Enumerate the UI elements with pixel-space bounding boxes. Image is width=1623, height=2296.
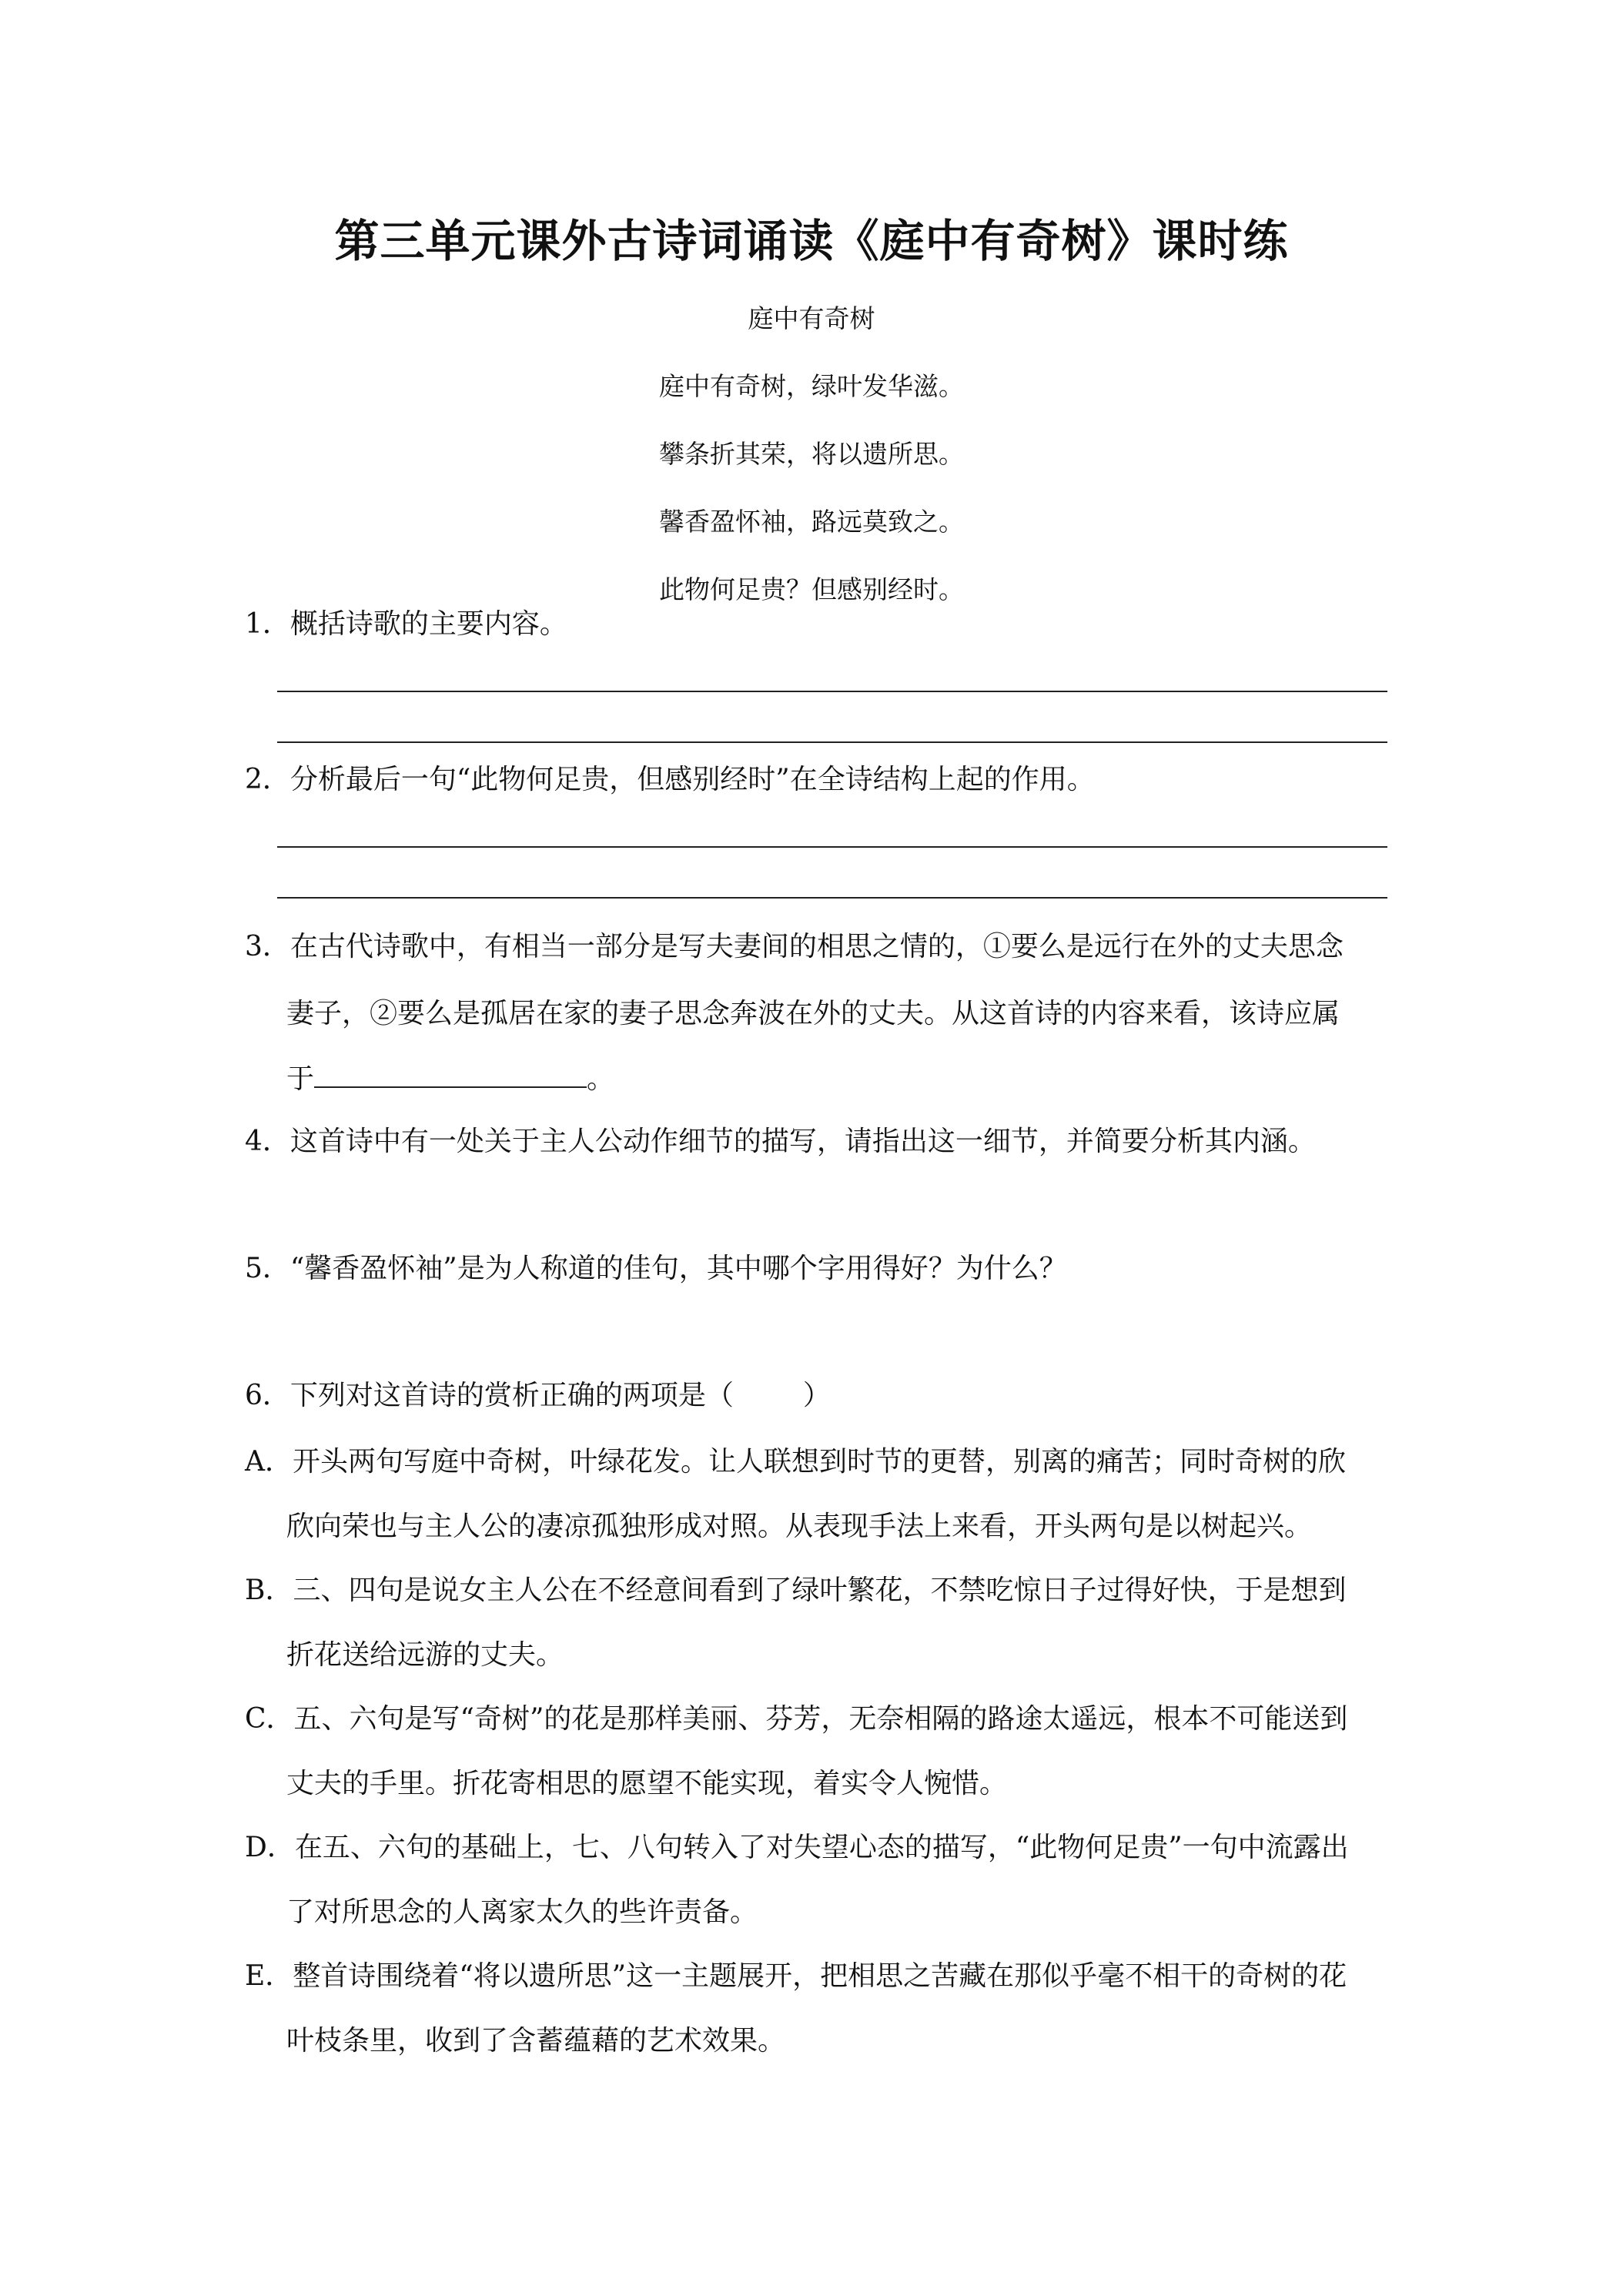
option-letter: D． <box>245 1832 295 1863</box>
option-d <box>245 1829 1349 1867</box>
option-e <box>245 1957 1347 1996</box>
option-letter: E． <box>245 1960 293 1992</box>
poem-line-2: 攀条折其荣，将以遗所思。 <box>659 439 964 469</box>
question-number: 4． <box>245 1126 290 1157</box>
answer-line-q1-1[interactable] <box>277 691 1387 692</box>
option-text-line-1: 五、六句是写“奇树”的花是那样美丽、芬芳，无奈相隔的路途太遥远，根本不可能送到 <box>293 1703 1348 1735</box>
question-text-suffix: ） <box>802 1380 831 1411</box>
option-e-line-2: 叶枝条里，收到了含蓄蕴藉的艺术效果。 <box>286 2025 786 2057</box>
question-3-suffix: 。 <box>587 1063 615 1095</box>
option-b-line-2: 折花送给远游的丈夫。 <box>286 1639 564 1671</box>
poem-line-4: 此物何足贵？但感别经时。 <box>659 574 964 604</box>
question-3-prefix: 于 <box>286 1063 315 1095</box>
option-text-line-1: 开头两句写庭中奇树，叶绿花发。让人联想到时节的更替，别离的痛苦；同时奇树的欣 <box>293 1446 1347 1478</box>
question-text-line-1: 在古代诗歌中，有相当一部分是写夫妻间的相思之情的，①要么是远行在外的丈夫思念 <box>289 931 1344 962</box>
fill-in-blank[interactable] <box>314 1059 587 1088</box>
answer-line-q1-2[interactable] <box>277 741 1387 743</box>
option-b <box>245 1571 1346 1610</box>
option-letter: A． <box>245 1446 293 1478</box>
question-text-prefix: 下列对这首诗的赏析正确的两项是（ <box>289 1380 734 1411</box>
option-a <box>245 1443 1346 1481</box>
option-letter: B． <box>245 1575 293 1606</box>
poem-block <box>0 297 1623 636</box>
worksheet-title: 第三单元课外古诗词诵读《庭中有奇树》课时练 <box>334 215 1289 267</box>
answer-line-q2-2[interactable] <box>277 897 1387 899</box>
poem-line-1: 庭中有奇树，绿叶发华滋。 <box>659 371 964 401</box>
option-a-line-2: 欣向荣也与主人公的凄凉孤独形成对照。从表现手法上来看，开头两句是以树起兴。 <box>286 1511 1313 1542</box>
question-text: “馨香盈怀袖”是为人称道的佳句，其中哪个字用得好？为什么？ <box>289 1253 1067 1284</box>
question-number: 1． <box>245 608 290 640</box>
question-number: 6． <box>245 1380 290 1411</box>
question-3 <box>245 928 1344 966</box>
option-c-line-2: 丈夫的手里。折花寄相思的愿望不能实现，着实令人惋惜。 <box>286 1768 1008 1799</box>
answer-line-q2-1[interactable] <box>277 846 1387 848</box>
question-text: 分析最后一句“此物何足贵，但感别经时”在全诗结构上起的作用。 <box>289 764 1095 795</box>
question-2 <box>245 761 1095 799</box>
option-text-line-1: 整首诗围绕着“将以遗所思”这一主题展开，把相思之苦藏在那似乎毫不相干的奇树的花 <box>293 1960 1347 1992</box>
question-number: 2． <box>245 764 290 795</box>
option-letter: C． <box>245 1703 294 1735</box>
question-3-line-3 <box>286 1059 614 1099</box>
question-text: 这首诗中有一处关于主人公动作细节的描写，请指出这一细节，并简要分析其内涵。 <box>289 1126 1316 1157</box>
poem-title: 庭中有奇树 <box>748 303 875 333</box>
question-4 <box>245 1123 1316 1161</box>
option-d-line-2: 了对所思念的人离家太久的些许责备。 <box>286 1896 758 1928</box>
option-text-line-1: 三、四句是说女主人公在不经意间看到了绿叶繁花，不禁吃惊日子过得好快，于是想到 <box>293 1575 1347 1606</box>
question-1 <box>245 605 567 644</box>
question-5 <box>245 1250 1067 1288</box>
poem-line-3: 馨香盈怀袖，路远莫致之。 <box>659 507 964 537</box>
option-c <box>245 1700 1347 1739</box>
question-number: 3． <box>245 931 290 962</box>
question-text: 概括诗歌的主要内容。 <box>289 608 567 640</box>
option-text-line-1: 在五、六句的基础上，七、八句转入了对失望心态的描写，“此物何足贵”一句中流露出 <box>294 1832 1349 1863</box>
question-3-line-2: 妻子，②要么是孤居在家的妻子思念奔波在外的丈夫。从这首诗的内容来看，该诗应属 <box>286 998 1340 1029</box>
question-number: 5． <box>245 1253 290 1284</box>
question-6 <box>245 1377 831 1415</box>
